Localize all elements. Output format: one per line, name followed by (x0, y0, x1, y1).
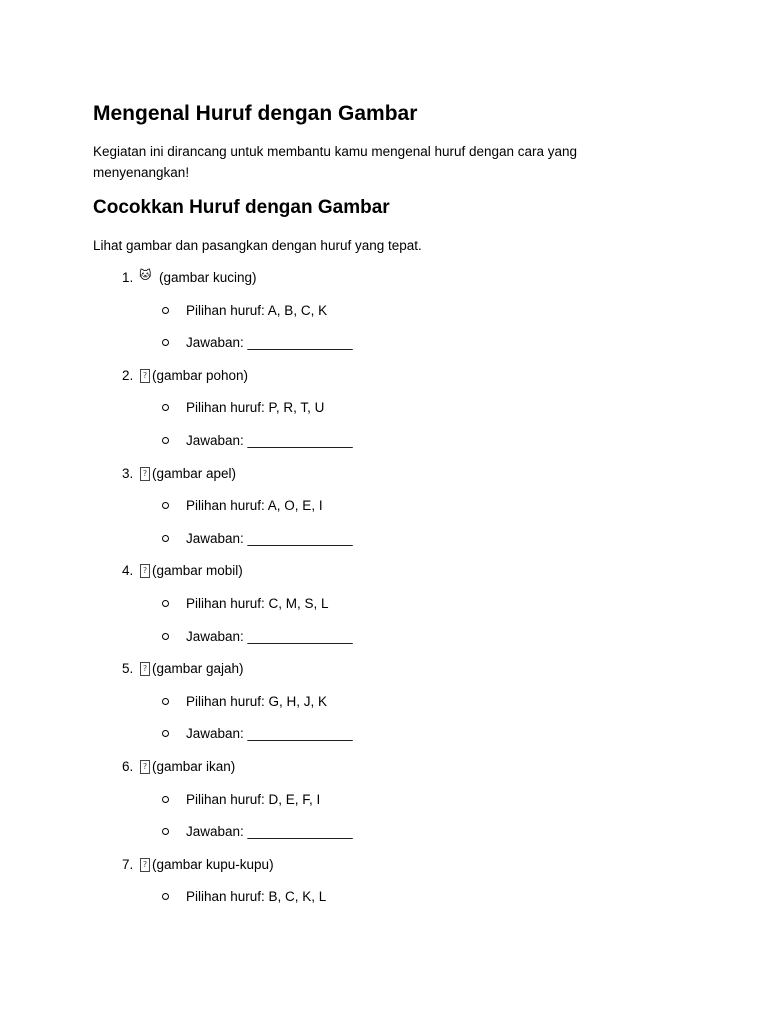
letter-choices-text: Pilihan huruf: G, H, J, K (186, 693, 328, 709)
exercise-item (0, 462, 768, 560)
exercise-item (0, 559, 768, 657)
instruction-text: Lihat gambar dan pasangkan dengan huruf yang tepat. (93, 238, 422, 253)
answer-line-text: Jawaban: ______________ (186, 824, 353, 840)
missing-glyph-icon: ? (140, 858, 150, 872)
item-sub-list (0, 396, 768, 461)
answer-line-text: Jawaban: ______________ (186, 432, 353, 448)
answer-line-text: Jawaban: ______________ (186, 628, 353, 644)
item-picture-label: (gambar ikan) (152, 758, 236, 774)
missing-glyph-icon: ? (140, 760, 150, 774)
cat-emoji-icon: 🐱 (139, 268, 152, 282)
item-sub-list (0, 885, 768, 918)
item-number: 1. (122, 270, 134, 285)
exercise-item-header (0, 755, 768, 788)
exercise-item (0, 853, 768, 918)
item-number: 3. (122, 465, 134, 481)
section-title: Cocokkan Huruf dengan Gambar (93, 197, 390, 218)
exercise-item (0, 266, 768, 364)
exercise-item-header (0, 266, 768, 299)
item-number: 2. (122, 367, 134, 383)
hollow-circle-bullet-icon (162, 796, 169, 803)
hollow-circle-bullet-icon (162, 339, 169, 346)
exercise-item (0, 657, 768, 755)
hollow-circle-bullet-icon (162, 535, 169, 542)
letter-choices-text: Pilihan huruf: A, B, C, K (186, 302, 328, 318)
hollow-circle-bullet-icon (162, 437, 169, 444)
exercise-item-header (0, 853, 768, 886)
item-sub-list (0, 299, 768, 364)
answer-line-text: Jawaban: ______________ (186, 530, 353, 546)
hollow-circle-bullet-icon (162, 828, 169, 835)
exercise-item (0, 755, 768, 853)
item-number: 7. (122, 856, 134, 872)
hollow-circle-bullet-icon (162, 893, 169, 900)
exercise-item-header (0, 657, 768, 690)
item-picture-label: (gambar pohon) (152, 367, 249, 383)
item-sub-list (0, 592, 768, 657)
hollow-circle-bullet-icon (162, 600, 169, 607)
item-number: 5. (122, 661, 134, 677)
intro-paragraph: Kegiatan ini dirancang untuk membantu kamu mengenal huruf dengan cara yang menyenangkan! (93, 144, 578, 180)
item-number: 4. (122, 563, 134, 579)
item-sub-list (0, 494, 768, 559)
matching-exercise-list (0, 266, 768, 918)
letter-choices (0, 299, 768, 332)
page-title: Mengenal Huruf dengan Gambar (93, 102, 418, 125)
exercise-item-header (0, 462, 768, 495)
exercise-item (0, 364, 768, 462)
missing-glyph-icon: ? (140, 467, 150, 481)
missing-glyph-icon: ? (140, 369, 150, 383)
answer-line-text: Jawaban: ______________ (186, 335, 353, 351)
exercise-item-header (0, 559, 768, 592)
letter-choices (0, 494, 768, 527)
letter-choices (0, 396, 768, 429)
letter-choices-text: Pilihan huruf: B, C, K, L (186, 889, 327, 905)
letter-choices-text: Pilihan huruf: D, E, F, I (186, 791, 321, 807)
answer-line (0, 625, 768, 658)
answer-line-text: Jawaban: ______________ (186, 726, 353, 742)
answer-line (0, 820, 768, 853)
answer-line (0, 722, 768, 755)
item-sub-list (0, 788, 768, 853)
letter-choices-text: Pilihan huruf: P, R, T, U (186, 400, 325, 416)
hollow-circle-bullet-icon (162, 633, 169, 640)
hollow-circle-bullet-icon (162, 698, 169, 705)
missing-glyph-icon: ? (140, 564, 150, 578)
answer-line (0, 331, 768, 364)
letter-choices (0, 788, 768, 821)
item-picture-label: (gambar mobil) (152, 563, 243, 579)
hollow-circle-bullet-icon (162, 730, 169, 737)
exercise-item-header (0, 364, 768, 397)
letter-choices-text: Pilihan huruf: C, M, S, L (186, 595, 329, 611)
answer-line (0, 429, 768, 462)
letter-choices-text: Pilihan huruf: A, O, E, I (186, 498, 323, 514)
item-picture-label: (gambar kucing) (159, 270, 257, 285)
hollow-circle-bullet-icon (162, 404, 169, 411)
hollow-circle-bullet-icon (162, 502, 169, 509)
missing-glyph-icon: ? (140, 662, 150, 676)
hollow-circle-bullet-icon (162, 307, 169, 314)
letter-choices (0, 885, 768, 918)
item-number: 6. (122, 758, 134, 774)
item-sub-list (0, 690, 768, 755)
letter-choices (0, 592, 768, 625)
item-picture-label: (gambar apel) (152, 465, 237, 481)
item-picture-label: (gambar gajah) (152, 661, 244, 677)
item-picture-label: (gambar kupu-kupu) (152, 856, 274, 872)
answer-line (0, 527, 768, 560)
letter-choices (0, 690, 768, 723)
